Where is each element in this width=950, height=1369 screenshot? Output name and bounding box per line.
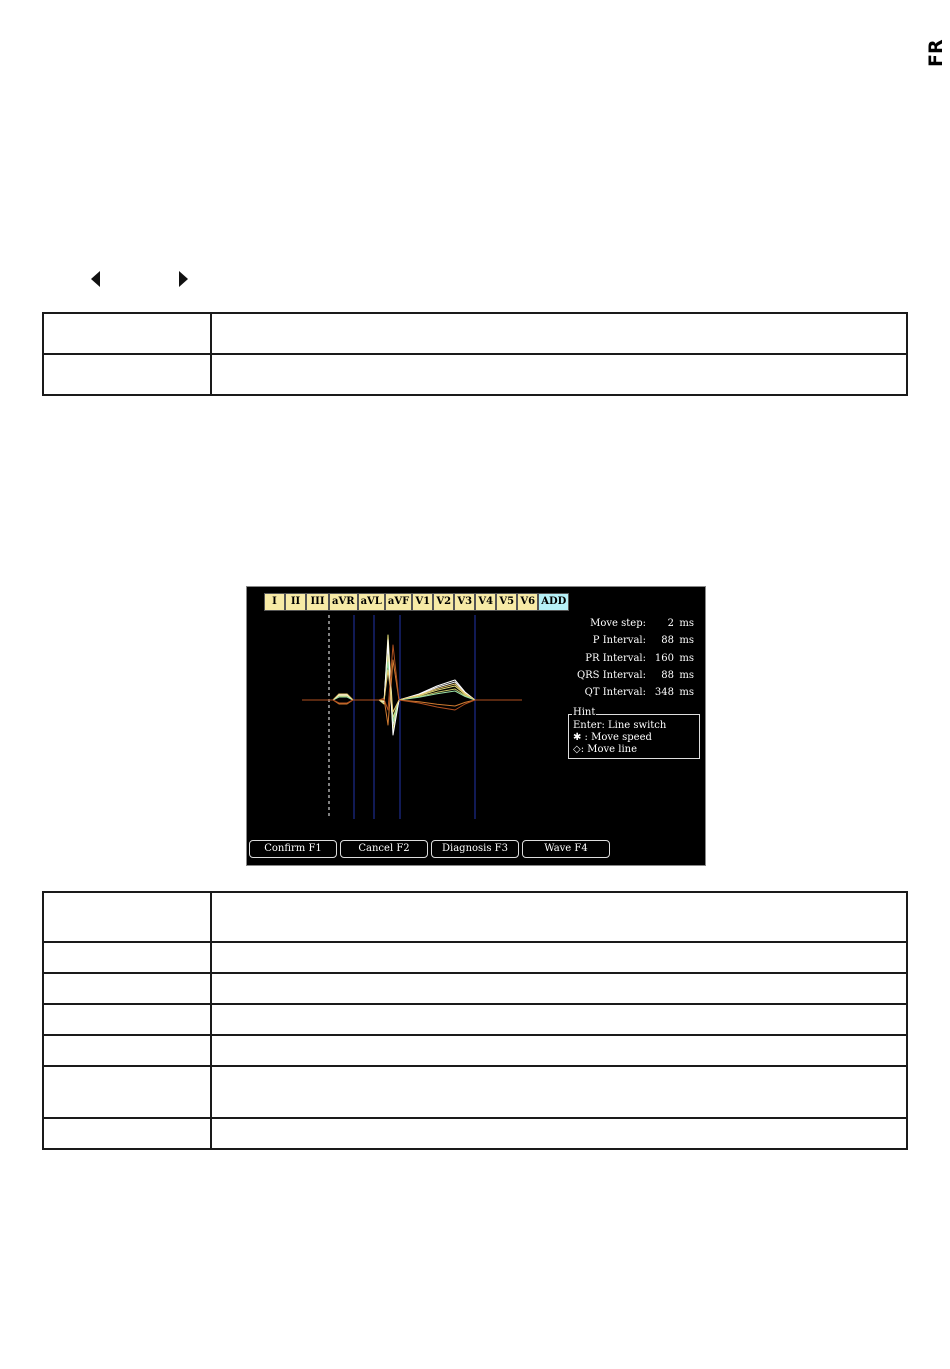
- table-cell: [43, 892, 211, 942]
- parameter-table: [42, 891, 908, 1150]
- ecg-trace: [302, 640, 522, 735]
- lead-tab-ii[interactable]: II: [285, 593, 306, 611]
- table-row: [43, 942, 907, 973]
- readout-label: QRS Interval:: [576, 669, 646, 681]
- readout-unit: ms: [679, 652, 694, 664]
- lead-tab-v2[interactable]: V2: [433, 593, 454, 611]
- table-cell: [43, 1004, 211, 1035]
- table-cell: [43, 313, 211, 354]
- table-cell: [43, 1066, 211, 1118]
- ecg-overlay-plot: [247, 611, 567, 821]
- lead-tab-avf[interactable]: aVF: [385, 593, 412, 611]
- table-cell: [43, 942, 211, 973]
- key-table: [42, 312, 908, 396]
- readout-unit: ms: [679, 635, 694, 647]
- cancel-f2-button[interactable]: Cancel F2: [340, 840, 428, 858]
- hint-box: [568, 707, 700, 759]
- table-cell: [211, 942, 907, 973]
- table-row: [43, 1118, 907, 1149]
- function-key-bar: [249, 840, 705, 860]
- wave-f4-button[interactable]: Wave F4: [522, 840, 610, 858]
- language-tag: FR: [925, 39, 947, 67]
- hint-title: Hint: [573, 707, 596, 718]
- readout-row: [562, 670, 694, 687]
- table-cell: [211, 1035, 907, 1066]
- readout-unit: ms: [679, 618, 694, 629]
- table-cell: [211, 1004, 907, 1035]
- table-row: [43, 354, 907, 395]
- readout-value: 88: [661, 635, 674, 647]
- interval-readouts: [562, 618, 694, 704]
- readout-label: Move step:: [590, 618, 646, 629]
- table-cell: [43, 354, 211, 395]
- lead-tab-avr[interactable]: aVR: [329, 593, 358, 611]
- ecg-trace: [302, 670, 522, 712]
- readout-row: [562, 635, 694, 652]
- table-row: [43, 313, 907, 354]
- lead-tab-v4[interactable]: V4: [475, 593, 496, 611]
- lead-tab-add[interactable]: ADD: [538, 593, 569, 611]
- table-cell: [211, 1066, 907, 1118]
- lead-tab-v6[interactable]: V6: [517, 593, 538, 611]
- readout-unit: ms: [679, 669, 694, 681]
- ecg-trace: [302, 635, 522, 718]
- table-row: [43, 973, 907, 1004]
- lead-tab-v1[interactable]: V1: [412, 593, 433, 611]
- readout-value: 88: [661, 669, 674, 681]
- hint-line-move: ◇: Move line: [573, 744, 637, 755]
- table-cell: [43, 973, 211, 1004]
- ecg-trace: [302, 645, 522, 710]
- table-row: [43, 1004, 907, 1035]
- table-cell: [211, 313, 907, 354]
- table-cell: [43, 1118, 211, 1149]
- table-cell: [211, 354, 907, 395]
- readout-row: [562, 687, 694, 704]
- hint-line-enter: Enter: Line switch: [573, 720, 667, 731]
- lead-tab-bar: [264, 593, 569, 611]
- readout-row: [562, 618, 694, 635]
- right-triangle-icon: [177, 270, 191, 288]
- ecg-trace: [302, 655, 522, 730]
- table-row: [43, 892, 907, 942]
- table-row: [43, 1035, 907, 1066]
- lead-tab-v3[interactable]: V3: [454, 593, 475, 611]
- table-row: [43, 1066, 907, 1118]
- ecg-trace: [302, 662, 522, 722]
- readout-value: 348: [654, 687, 674, 699]
- hint-line-speed: ✱ : Move speed: [573, 732, 652, 743]
- table-cell: [43, 1035, 211, 1066]
- readout-value: 2: [667, 618, 674, 629]
- diagnosis-f3-button[interactable]: Diagnosis F3: [431, 840, 519, 858]
- table-cell: [211, 973, 907, 1004]
- lead-tab-v5[interactable]: V5: [496, 593, 517, 611]
- readout-label: P Interval:: [592, 635, 646, 647]
- lead-tab-i[interactable]: I: [264, 593, 285, 611]
- left-triangle-icon: [89, 270, 103, 288]
- readout-value: 160: [654, 652, 674, 664]
- lead-tab-avl[interactable]: aVL: [358, 593, 385, 611]
- confirm-f1-button[interactable]: Confirm F1: [249, 840, 337, 858]
- ecg-measure-screen: [246, 586, 706, 866]
- readout-row: [562, 653, 694, 670]
- readout-label: QT Interval:: [584, 687, 646, 699]
- ecg-trace: [302, 660, 522, 725]
- table-cell: [211, 1118, 907, 1149]
- readout-unit: ms: [679, 687, 694, 699]
- lead-tab-iii[interactable]: III: [306, 593, 329, 611]
- readout-label: PR Interval:: [585, 652, 646, 664]
- ecg-trace: [302, 645, 522, 725]
- table-cell: [211, 892, 907, 942]
